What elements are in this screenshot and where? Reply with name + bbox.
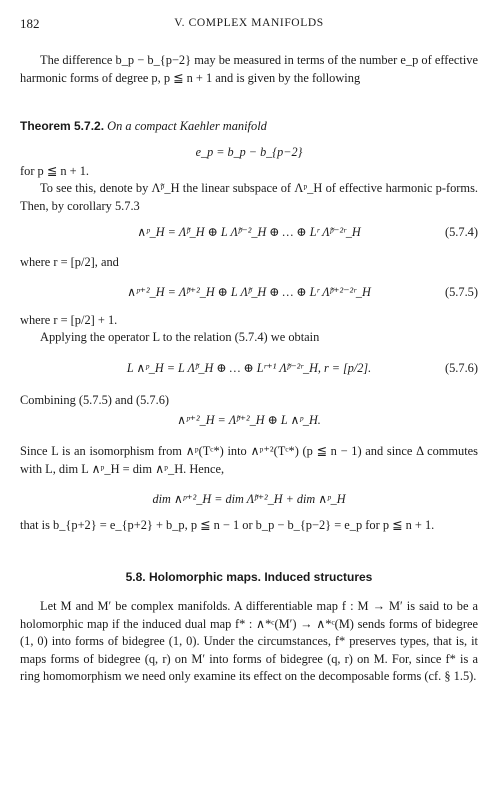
theorem-condition: for p ≦ n + 1. bbox=[20, 164, 89, 178]
paragraph-intro: The difference b_p − b_{p−2} may be measured in terms of the number e_p of effective harmonic forms of degree p, p ≦ n + 1 and is given by the following bbox=[20, 53, 478, 85]
equation-combined: ∧ᵖ⁺²_H = Λ̃ᵖ⁺²_H ⊕ L ∧ᵖ_H. bbox=[177, 413, 321, 427]
theorem bbox=[20, 118, 478, 136]
paragraph-conclusion: that is b_{p+2} = e_{p+2} + b_p, p ≦ n − 1 or b_p − b_{p−2} = e_p for p ≦ n + 1. bbox=[20, 518, 435, 532]
equation-number-5-7-6: (5.7.6) bbox=[444, 361, 478, 375]
equation-5-7-4: ∧ᵖ_H = Λ̃ᵖ_H ⊕ L Λ̃ᵖ⁻²_H ⊕ … ⊕ Lʳ Λ̃ᵖ⁻²ʳ_H bbox=[137, 225, 361, 239]
section-heading: 5.8. Holomorphic maps. Induced structures bbox=[125, 570, 373, 584]
paragraph-effective-forms: To see this, denote by Λ̃ᵖ_H the linear subspace of Λᵖ_H of effective harmonic p-forms. Then, by corollary 5.7.3 bbox=[20, 181, 478, 213]
theorem-label: Theorem 5.7.2. bbox=[20, 119, 105, 133]
paragraph-combining: Combining (5.7.5) and (5.7.6) bbox=[20, 393, 170, 407]
paragraph-where-r: where r = [p/2], and bbox=[20, 255, 119, 269]
equation-5-7-6: L ∧ᵖ_H = L Λ̃ᵖ_H ⊕ … ⊕ Lʳ⁺¹ Λ̃ᵖ⁻²ʳ_H, r = [p/2]. bbox=[126, 361, 372, 375]
paragraph-isomorphism: Since L is an isomorphism from ∧ᵖ(Tᶜ*) into ∧ᵖ⁺²(Tᶜ*) (p ≦ n − 1) and since Δ commutes with L, dim L ∧ᵖ_H = dim ∧ᵖ_H. Hence, bbox=[20, 444, 478, 476]
page-number: 182 bbox=[20, 16, 40, 31]
equation-dimension: dim ∧ᵖ⁺²_H = dim Λ̃ᵖ⁺²_H + dim ∧ᵖ_H bbox=[152, 492, 346, 506]
running-header bbox=[20, 16, 478, 36]
paragraph-where-r-plus-one: where r = [p/2] + 1. bbox=[20, 313, 118, 327]
equation-5-7-5: ∧ᵖ⁺²_H = Λ̃ᵖ⁺²_H ⊕ L Λ̃ᵖ_H ⊕ … ⊕ Lʳ Λ̃ᵖ⁺²⁻²ʳ_H bbox=[127, 285, 371, 299]
running-title: V. COMPLEX MANIFOLDS bbox=[174, 17, 324, 29]
paragraph-applying-operator: Applying the operator L to the relation (5.7.4) we obtain bbox=[40, 330, 320, 344]
theorem-equation: e_p = b_p − b_{p−2} bbox=[195, 145, 303, 159]
theorem-statement: On a compact Kaehler manifold bbox=[107, 119, 267, 133]
paragraph-holomorphic-maps: Let M and M′ be complex manifolds. A differentiable map f : M → M′ is said to be a holomorphic map if the induced dual map f* : ∧*ᶜ(M′) → ∧*ᶜ(M) sends forms of bidegree (1, 0) into forms of bidegree (1, 0). Under the circumstances, f* preserves types, that is, it maps forms of bidegree (q, r) on M′ into forms of bidegree (q, r) on M. For, since f* is a ring homomorphism we need only examine its effect on the decomposable forms (cf. § 1.5). bbox=[20, 599, 478, 683]
equation-number-5-7-5: (5.7.5) bbox=[444, 285, 478, 299]
equation-number-5-7-4: (5.7.4) bbox=[444, 225, 478, 239]
